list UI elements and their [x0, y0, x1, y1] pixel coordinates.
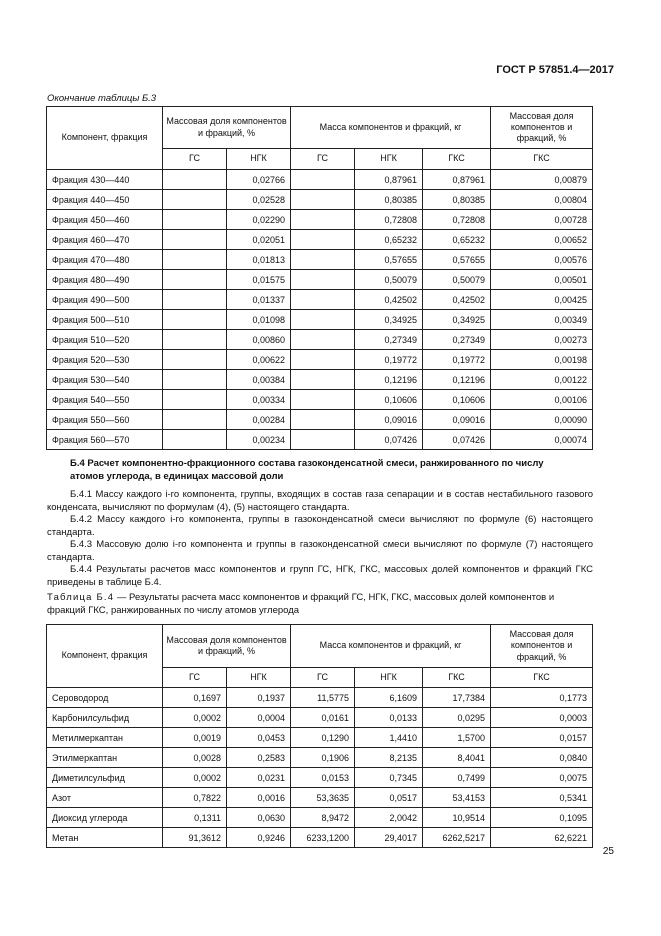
value-cell: 0,57655 — [423, 250, 491, 270]
value-cell — [163, 410, 227, 430]
value-cell: 0,00273 — [491, 330, 593, 350]
table-row — [47, 270, 593, 290]
value-cell: 1,5700 — [423, 728, 491, 748]
value-cell — [163, 250, 227, 270]
value-cell: 0,10606 — [355, 390, 423, 410]
row-label-cell: Фракция 460—470 — [47, 230, 163, 250]
value-cell: 0,00090 — [491, 410, 593, 430]
value-cell: 10,9514 — [423, 808, 491, 828]
value-cell: 0,00879 — [491, 170, 593, 190]
value-cell — [291, 350, 355, 370]
value-cell — [163, 310, 227, 330]
value-cell: 91,3612 — [163, 828, 227, 848]
row-label-cell: Фракция 450—460 — [47, 210, 163, 230]
subheader-gs: ГС — [291, 668, 355, 688]
subheader-gks: ГКС — [491, 668, 593, 688]
table-row — [47, 190, 593, 210]
table-row — [47, 768, 593, 788]
value-cell: 0,50079 — [355, 270, 423, 290]
value-cell: 0,00349 — [491, 310, 593, 330]
value-cell: 8,9472 — [291, 808, 355, 828]
value-cell: 0,00622 — [227, 350, 291, 370]
paragraph-b4-4: Б.4.4 Результаты расчетов масс компонентов и групп ГС, НГК, ГКС, массовых долей компонентов и фракций ГКС приведены в таблице Б.4. — [47, 564, 593, 588]
table-row — [47, 410, 593, 430]
row-label-cell: Фракция 530—540 — [47, 370, 163, 390]
value-cell: 0,87961 — [355, 170, 423, 190]
value-cell: 0,10606 — [423, 390, 491, 410]
value-cell — [291, 310, 355, 330]
value-cell: 0,9246 — [227, 828, 291, 848]
row-label-cell: Фракция 500—510 — [47, 310, 163, 330]
table-continuation-caption: Окончание таблицы Б.3 — [47, 93, 157, 104]
value-cell — [291, 170, 355, 190]
value-cell: 0,00284 — [227, 410, 291, 430]
value-cell: 0,12196 — [423, 370, 491, 390]
value-cell — [291, 210, 355, 230]
value-cell — [163, 190, 227, 210]
subheader-gks: ГКС — [423, 668, 491, 688]
value-cell: 6233,1200 — [291, 828, 355, 848]
value-cell: 0,0016 — [227, 788, 291, 808]
value-cell — [163, 270, 227, 290]
row-label-cell: Фракция 540—550 — [47, 390, 163, 410]
table-row — [47, 748, 593, 768]
value-cell: 0,65232 — [355, 230, 423, 250]
value-cell: 0,34925 — [355, 310, 423, 330]
value-cell: 29,4017 — [355, 828, 423, 848]
subheader-gs: ГС — [163, 668, 227, 688]
value-cell: 17,7384 — [423, 688, 491, 708]
value-cell: 8,4041 — [423, 748, 491, 768]
table-row — [47, 350, 593, 370]
subheader-ngk: НГК — [355, 149, 423, 170]
row-label-cell: Сероводород — [47, 688, 163, 708]
value-cell: 0,07426 — [423, 430, 491, 450]
value-cell: 2,0042 — [355, 808, 423, 828]
value-cell: 0,0004 — [227, 708, 291, 728]
paragraph-b4-3: Б.4.3 Массовую долю i-го компонента и группы в газоконденсатной смеси вычисляют по формуле (7) настоящего стандарта. — [47, 539, 593, 563]
table-row — [47, 230, 593, 250]
value-cell: 0,01813 — [227, 250, 291, 270]
value-cell: 0,7345 — [355, 768, 423, 788]
table-b4-caption — [47, 592, 593, 617]
header-component: Компонент, фракция — [47, 625, 163, 688]
value-cell: 0,02766 — [227, 170, 291, 190]
table-row — [47, 688, 593, 708]
value-cell: 0,00106 — [491, 390, 593, 410]
row-label-cell: Диоксид углерода — [47, 808, 163, 828]
header-mass-fraction-gks: Массовая доля компонентов и фракций, % — [491, 625, 593, 668]
value-cell: 0,0133 — [355, 708, 423, 728]
header-mass-fraction: Массовая доля компонентов и фракций, % — [163, 625, 291, 668]
value-cell: 0,27349 — [423, 330, 491, 350]
header-mass: Масса компонентов и фракций, кг — [291, 107, 491, 149]
subheader-ngk: НГК — [227, 149, 291, 170]
value-cell: 0,00074 — [491, 430, 593, 450]
value-cell — [291, 230, 355, 250]
value-cell: 0,0028 — [163, 748, 227, 768]
value-cell: 1,4410 — [355, 728, 423, 748]
value-cell: 0,0002 — [163, 708, 227, 728]
value-cell: 0,0453 — [227, 728, 291, 748]
value-cell: 0,87961 — [423, 170, 491, 190]
row-label-cell: Метан — [47, 828, 163, 848]
row-label-cell: Фракция 520—530 — [47, 350, 163, 370]
value-cell: 0,00425 — [491, 290, 593, 310]
value-cell — [163, 230, 227, 250]
paragraph-b4-2: Б.4.2 Массу каждого i-го компонента, группы в газоконденсатной смеси вычисляют по формуле (6) настоящего стандарта. — [47, 514, 593, 538]
value-cell — [291, 410, 355, 430]
table-b4-body — [47, 688, 593, 848]
page-number: 25 — [602, 846, 614, 857]
table-row — [47, 170, 593, 190]
value-cell: 0,12196 — [355, 370, 423, 390]
value-cell: 0,42502 — [355, 290, 423, 310]
subheader-gs: ГС — [291, 149, 355, 170]
value-cell — [163, 210, 227, 230]
value-cell: 0,0153 — [291, 768, 355, 788]
value-cell: 0,01575 — [227, 270, 291, 290]
value-cell: 0,02051 — [227, 230, 291, 250]
value-cell: 0,0019 — [163, 728, 227, 748]
value-cell: 0,0840 — [491, 748, 593, 768]
value-cell — [291, 250, 355, 270]
subheader-gs: ГС — [163, 149, 227, 170]
value-cell: 0,0157 — [491, 728, 593, 748]
value-cell: 0,00728 — [491, 210, 593, 230]
value-cell — [163, 370, 227, 390]
value-cell: 0,00652 — [491, 230, 593, 250]
value-cell: 6,1609 — [355, 688, 423, 708]
value-cell: 0,0231 — [227, 768, 291, 788]
value-cell: 0,72808 — [355, 210, 423, 230]
table-b4-caption-label: Таблица Б.4 — [47, 592, 115, 603]
value-cell: 0,02290 — [227, 210, 291, 230]
value-cell: 0,0517 — [355, 788, 423, 808]
value-cell — [291, 270, 355, 290]
value-cell: 0,1290 — [291, 728, 355, 748]
value-cell: 0,0002 — [163, 768, 227, 788]
value-cell — [291, 330, 355, 350]
row-label-cell: Метилмеркаптан — [47, 728, 163, 748]
table-row — [47, 330, 593, 350]
header-mass-fraction: Массовая доля компонентов и фракций, % — [163, 107, 291, 149]
value-cell: 0,1095 — [491, 808, 593, 828]
subheader-ngk: НГК — [355, 668, 423, 688]
value-cell: 53,4153 — [423, 788, 491, 808]
value-cell: 0,09016 — [355, 410, 423, 430]
value-cell: 0,1697 — [163, 688, 227, 708]
value-cell: 0,57655 — [355, 250, 423, 270]
row-label-cell: Фракция 550—560 — [47, 410, 163, 430]
value-cell: 0,72808 — [423, 210, 491, 230]
header-mass: Масса компонентов и фракций, кг — [291, 625, 491, 668]
value-cell — [163, 430, 227, 450]
value-cell: 0,1311 — [163, 808, 227, 828]
value-cell: 0,00384 — [227, 370, 291, 390]
row-label-cell: Фракция 430—440 — [47, 170, 163, 190]
row-label-cell: Фракция 470—480 — [47, 250, 163, 270]
value-cell: 0,00122 — [491, 370, 593, 390]
table-row — [47, 808, 593, 828]
value-cell: 0,1906 — [291, 748, 355, 768]
value-cell: 0,1937 — [227, 688, 291, 708]
header-component: Компонент, фракция — [47, 107, 163, 170]
value-cell — [291, 190, 355, 210]
value-cell: 0,00576 — [491, 250, 593, 270]
standard-designation: ГОСТ Р 57851.4—2017 — [496, 64, 614, 76]
header-mass-fraction-gks: Массовая доля компонентов и фракций, % — [491, 107, 593, 149]
subheader-gks: ГКС — [423, 149, 491, 170]
table-row — [47, 310, 593, 330]
value-cell: 0,00198 — [491, 350, 593, 370]
value-cell: 0,1773 — [491, 688, 593, 708]
value-cell: 0,09016 — [423, 410, 491, 430]
value-cell — [291, 370, 355, 390]
row-label-cell: Фракция 480—490 — [47, 270, 163, 290]
value-cell — [163, 390, 227, 410]
value-cell: 62,6221 — [491, 828, 593, 848]
value-cell — [291, 390, 355, 410]
table-row — [47, 788, 593, 808]
row-label-cell: Азот — [47, 788, 163, 808]
row-label-cell: Фракция 490—500 — [47, 290, 163, 310]
row-label-cell: Фракция 440—450 — [47, 190, 163, 210]
value-cell: 0,65232 — [423, 230, 491, 250]
value-cell — [163, 330, 227, 350]
value-cell: 0,0075 — [491, 768, 593, 788]
value-cell: 11,5775 — [291, 688, 355, 708]
value-cell — [291, 290, 355, 310]
table-row — [47, 290, 593, 310]
value-cell: 0,19772 — [423, 350, 491, 370]
value-cell: 0,80385 — [423, 190, 491, 210]
table-row — [47, 708, 593, 728]
row-label-cell: Фракция 560—570 — [47, 430, 163, 450]
value-cell: 0,01337 — [227, 290, 291, 310]
value-cell: 0,00334 — [227, 390, 291, 410]
value-cell: 0,02528 — [227, 190, 291, 210]
value-cell: 0,00860 — [227, 330, 291, 350]
table-row — [47, 728, 593, 748]
value-cell: 0,00501 — [491, 270, 593, 290]
value-cell: 0,07426 — [355, 430, 423, 450]
value-cell: 0,01098 — [227, 310, 291, 330]
table-b3-body — [47, 170, 593, 450]
value-cell — [163, 170, 227, 190]
value-cell — [163, 290, 227, 310]
row-label-cell: Фракция 510—520 — [47, 330, 163, 350]
section-b4-title: Б.4 Расчет компонентно-фракционного состава газоконденсатной смеси, ранжированного по числу атомов углерода, в единицах массовой доли — [70, 458, 544, 482]
value-cell: 8,2135 — [355, 748, 423, 768]
value-cell: 0,7822 — [163, 788, 227, 808]
table-row — [47, 370, 593, 390]
table-b3-end — [46, 106, 593, 450]
table-row — [47, 250, 593, 270]
subheader-ngk: НГК — [227, 668, 291, 688]
value-cell: 0,42502 — [423, 290, 491, 310]
value-cell: 0,0003 — [491, 708, 593, 728]
value-cell: 0,0161 — [291, 708, 355, 728]
value-cell: 0,19772 — [355, 350, 423, 370]
value-cell: 0,27349 — [355, 330, 423, 350]
table-row — [47, 828, 593, 848]
value-cell: 6262,5217 — [423, 828, 491, 848]
table-b4-caption-text: — Результаты расчета масс компонентов и фракций ГС, НГК, ГКС, массовых долей компонентов и фракций ГКС, ранжированных по числу атомов углерода — [47, 592, 555, 616]
subheader-gks: ГКС — [491, 149, 593, 170]
table-row — [47, 390, 593, 410]
row-label-cell: Этилмеркаптан — [47, 748, 163, 768]
table-row — [47, 430, 593, 450]
value-cell — [163, 350, 227, 370]
value-cell: 0,34925 — [423, 310, 491, 330]
value-cell: 0,0630 — [227, 808, 291, 828]
table-row — [47, 210, 593, 230]
value-cell: 0,5341 — [491, 788, 593, 808]
value-cell: 0,0295 — [423, 708, 491, 728]
value-cell: 0,00804 — [491, 190, 593, 210]
table-b4 — [46, 624, 593, 848]
value-cell: 0,50079 — [423, 270, 491, 290]
value-cell: 0,80385 — [355, 190, 423, 210]
value-cell: 0,2583 — [227, 748, 291, 768]
value-cell: 53,3635 — [291, 788, 355, 808]
value-cell: 0,7499 — [423, 768, 491, 788]
paragraph-b4-1: Б.4.1 Массу каждого i-го компонента, группы, входящих в состав газа сепарации и в состав нестабильного газового конденсата, вычисляют по формулам (4), (5) настоящего стандарта. — [47, 489, 593, 513]
row-label-cell: Карбонилсульфид — [47, 708, 163, 728]
value-cell: 0,00234 — [227, 430, 291, 450]
value-cell — [291, 430, 355, 450]
row-label-cell: Диметилсульфид — [47, 768, 163, 788]
